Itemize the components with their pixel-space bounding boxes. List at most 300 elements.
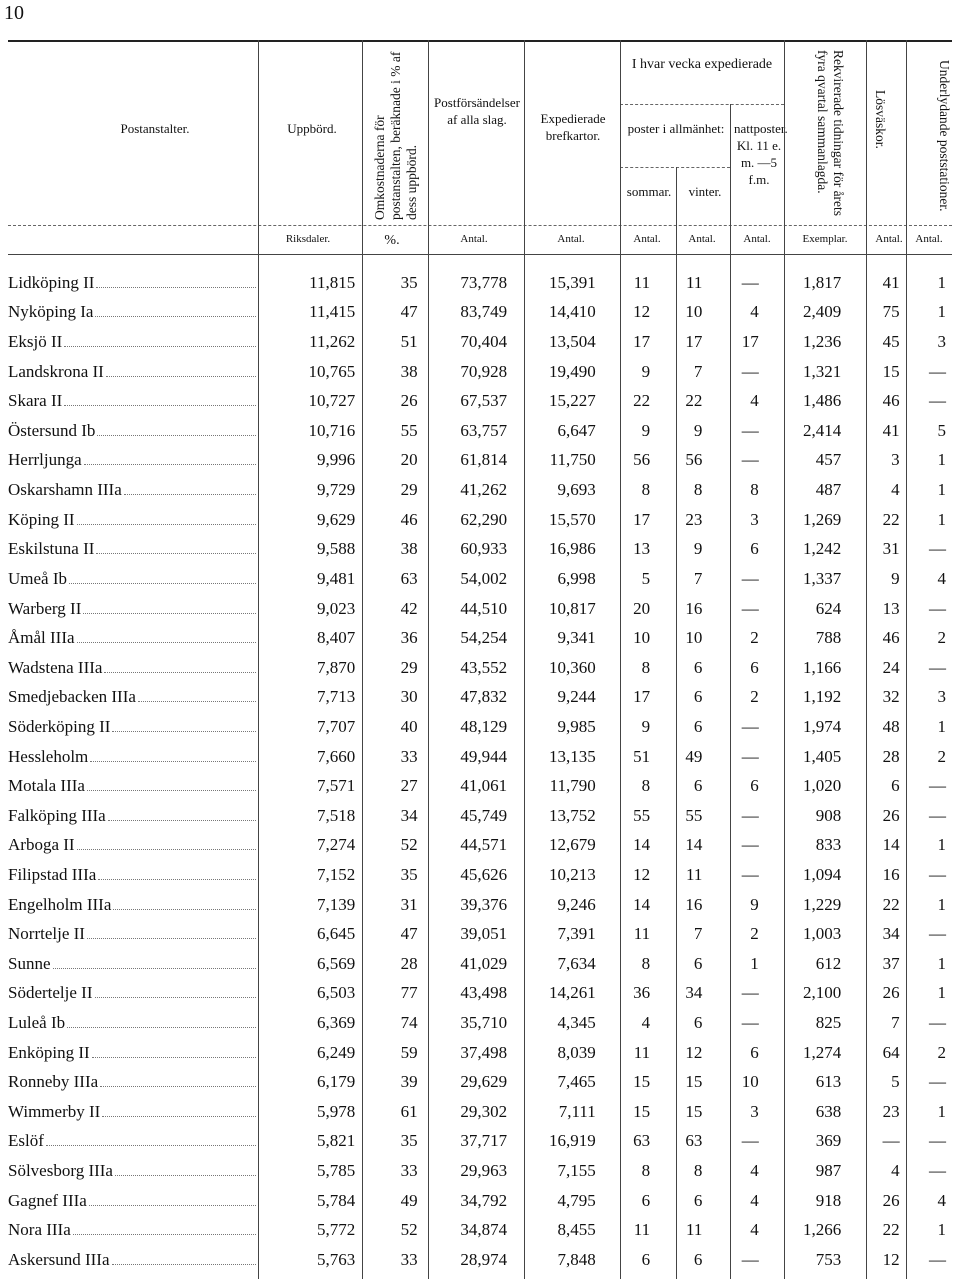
header-costs-pct: Omkostnaderna för postanstalten, beräknade i % af dess uppbörd. bbox=[372, 51, 419, 220]
costs-pct-cell: 59 bbox=[400, 1042, 418, 1062]
shipments-cell: 44,571 bbox=[460, 835, 508, 855]
bags-cell: 22 bbox=[882, 894, 900, 914]
night-cell: — bbox=[741, 598, 759, 618]
leader-dots bbox=[77, 523, 256, 525]
station-name-cell bbox=[8, 890, 260, 920]
collection-cell: 6,179 bbox=[316, 1072, 356, 1092]
sub-stations-cell: 3 bbox=[937, 687, 946, 707]
collection-cell: 7,571 bbox=[316, 776, 356, 796]
collection-cell: 10,716 bbox=[308, 420, 356, 440]
sub-stations-cell: — bbox=[929, 361, 946, 381]
collection-cell: 7,660 bbox=[316, 746, 356, 766]
newspapers-cell: 918 bbox=[815, 1190, 842, 1210]
costs-pct-cell: 63 bbox=[400, 568, 418, 588]
leader-dots bbox=[87, 937, 256, 939]
header-postcards: Expedierade brefkartor. bbox=[540, 111, 606, 143]
header-posts-general: poster i allmänhet: bbox=[627, 121, 725, 136]
costs-pct-cell: 61 bbox=[400, 1101, 418, 1121]
collection-cell: 11,262 bbox=[309, 332, 356, 352]
sub-stations-cell: — bbox=[929, 1013, 946, 1033]
header-sub-stations: Underlydande poststationer. bbox=[937, 60, 952, 212]
winter-cell: 6 bbox=[693, 687, 703, 707]
postcards-cell: 11,790 bbox=[549, 776, 596, 796]
sub-stations-cell: 1 bbox=[937, 894, 946, 914]
costs-pct-cell: 33 bbox=[400, 1161, 418, 1181]
header-bags: Lösväskor. bbox=[873, 90, 888, 149]
table-row bbox=[8, 1186, 952, 1216]
summer-cell: 22 bbox=[633, 391, 651, 411]
postcards-cell: 7,848 bbox=[557, 1249, 596, 1269]
costs-pct-cell: 28 bbox=[400, 953, 418, 973]
newspapers-cell: 487 bbox=[815, 480, 842, 500]
station-name: Enköping II bbox=[8, 1042, 90, 1062]
sub-stations-cell: — bbox=[929, 1249, 946, 1269]
shipments-cell: 45,626 bbox=[460, 864, 508, 884]
unit-costs: %. bbox=[384, 233, 400, 248]
postcards-cell: 14,261 bbox=[548, 983, 596, 1003]
night-cell: 6 bbox=[750, 776, 759, 796]
night-cell: — bbox=[741, 568, 759, 588]
postcards-cell: 7,111 bbox=[558, 1101, 596, 1121]
station-name-cell bbox=[8, 1067, 260, 1097]
table-row bbox=[8, 801, 952, 831]
header-shipments: Postförsändelser af alla slag. bbox=[434, 95, 520, 127]
postcards-cell: 8,039 bbox=[557, 1042, 596, 1062]
postcards-cell: 4,345 bbox=[557, 1013, 596, 1033]
station-name-cell bbox=[8, 1156, 260, 1186]
winter-cell: 63 bbox=[685, 1131, 703, 1151]
unit-bags: Antal. bbox=[875, 233, 903, 245]
leader-dots bbox=[95, 315, 255, 317]
newspapers-cell: 369 bbox=[815, 1131, 842, 1151]
sub-stations-cell: 1 bbox=[937, 953, 946, 973]
postcards-cell: 10,817 bbox=[548, 598, 596, 618]
winter-cell: 15 bbox=[685, 1072, 703, 1092]
winter-cell: 6 bbox=[693, 1249, 703, 1269]
postcards-cell: 7,155 bbox=[557, 1161, 596, 1181]
summer-cell: 17 bbox=[633, 332, 651, 352]
collection-cell: 9,023 bbox=[316, 598, 356, 618]
newspapers-cell: 2,414 bbox=[803, 420, 842, 440]
sub-stations-cell: — bbox=[929, 924, 946, 944]
unit-summer: Antal. bbox=[633, 233, 661, 245]
shipments-cell: 28,974 bbox=[460, 1249, 508, 1269]
sub-stations-cell: 1 bbox=[937, 272, 946, 292]
summer-cell: 10 bbox=[633, 628, 651, 648]
postcards-cell: 13,504 bbox=[548, 332, 596, 352]
shipments-cell: 49,944 bbox=[460, 746, 508, 766]
sub-stations-cell: 1 bbox=[937, 450, 946, 470]
sub-stations-cell: — bbox=[929, 805, 946, 825]
night-cell: — bbox=[741, 272, 759, 292]
sub-stations-cell: 2 bbox=[937, 746, 946, 766]
summer-cell: 17 bbox=[633, 509, 651, 529]
newspapers-cell: 1,020 bbox=[803, 776, 842, 796]
newspapers-cell: 1,817 bbox=[803, 272, 842, 292]
table-body bbox=[8, 268, 952, 1275]
collection-cell: 9,996 bbox=[316, 450, 356, 470]
table-row bbox=[8, 890, 952, 920]
postcards-cell: 10,360 bbox=[548, 657, 596, 677]
summer-cell: 9 bbox=[641, 361, 651, 381]
newspapers-cell: 2,409 bbox=[803, 302, 842, 322]
shipments-cell: 61,814 bbox=[460, 450, 508, 470]
sub-stations-cell: 5 bbox=[937, 420, 946, 440]
sub-stations-cell: 1 bbox=[937, 1101, 946, 1121]
bags-cell: 26 bbox=[882, 983, 900, 1003]
summer-cell: 11 bbox=[633, 924, 651, 944]
station-name: Wimmerby II bbox=[8, 1101, 101, 1121]
header-stations: Postanstalter. bbox=[120, 121, 190, 136]
shipments-cell: 54,254 bbox=[460, 628, 508, 648]
table-row bbox=[8, 1008, 952, 1038]
station-name: Åmål IIIa bbox=[8, 628, 75, 648]
bags-cell: 22 bbox=[882, 509, 900, 529]
shipments-cell: 39,051 bbox=[460, 924, 508, 944]
station-name-cell bbox=[8, 564, 260, 594]
winter-cell: 7 bbox=[693, 361, 703, 381]
winter-cell: 22 bbox=[685, 391, 703, 411]
leader-dots bbox=[64, 404, 255, 406]
table-row bbox=[8, 831, 952, 861]
winter-cell: 8 bbox=[693, 1161, 703, 1181]
newspapers-cell: 833 bbox=[815, 835, 842, 855]
summer-cell: 15 bbox=[633, 1072, 651, 1092]
summer-cell: 14 bbox=[633, 835, 651, 855]
collection-cell: 7,139 bbox=[316, 894, 356, 914]
postcards-cell: 7,465 bbox=[557, 1072, 596, 1092]
table-row bbox=[8, 416, 952, 446]
summer-cell: 6 bbox=[641, 1190, 651, 1210]
night-cell: 4 bbox=[750, 1190, 759, 1210]
leader-dots bbox=[95, 996, 256, 998]
shipments-cell: 63,757 bbox=[460, 420, 508, 440]
station-name: Södertelje II bbox=[8, 983, 93, 1003]
station-name: Lidköping II bbox=[8, 272, 95, 292]
costs-pct-cell: 51 bbox=[400, 332, 418, 352]
summer-cell: 36 bbox=[633, 983, 651, 1003]
leader-dots bbox=[83, 612, 255, 614]
leader-dots bbox=[90, 760, 255, 762]
winter-cell: 11 bbox=[686, 1220, 703, 1240]
table-row bbox=[8, 268, 952, 298]
postcards-cell: 10,213 bbox=[548, 864, 596, 884]
costs-pct-cell: 40 bbox=[400, 716, 418, 736]
postcards-cell: 15,570 bbox=[548, 509, 596, 529]
station-name: Eskilstuna II bbox=[8, 539, 95, 559]
station-name-cell bbox=[8, 831, 260, 861]
bags-cell: 34 bbox=[882, 924, 900, 944]
collection-cell: 7,870 bbox=[316, 657, 356, 677]
bags-cell: 31 bbox=[882, 539, 900, 559]
bags-cell: 23 bbox=[882, 1101, 900, 1121]
table-row bbox=[8, 594, 952, 624]
collection-cell: 7,713 bbox=[316, 687, 356, 707]
sub-stations-cell: 2 bbox=[937, 628, 946, 648]
table-row bbox=[8, 949, 952, 979]
sub-stations-cell: 1 bbox=[937, 509, 946, 529]
postcards-cell: 13,752 bbox=[548, 805, 596, 825]
table-row bbox=[8, 683, 952, 713]
collection-cell: 6,569 bbox=[316, 953, 356, 973]
collection-cell: 9,629 bbox=[316, 509, 356, 529]
winter-cell: 14 bbox=[685, 835, 703, 855]
costs-pct-cell: 35 bbox=[400, 272, 418, 292]
costs-pct-cell: 26 bbox=[400, 391, 418, 411]
shipments-cell: 60,933 bbox=[460, 539, 508, 559]
table-row bbox=[8, 742, 952, 772]
bags-cell: 24 bbox=[882, 657, 900, 677]
postcards-cell: 9,693 bbox=[557, 480, 596, 500]
station-name-cell bbox=[8, 357, 260, 387]
night-cell: 2 bbox=[750, 628, 759, 648]
postcards-cell: 19,490 bbox=[548, 361, 596, 381]
station-name-cell bbox=[8, 1186, 260, 1216]
bags-cell: 46 bbox=[882, 628, 900, 648]
header-collection: Uppbörd. bbox=[287, 121, 337, 136]
newspapers-cell: 1,094 bbox=[803, 864, 842, 884]
station-name-cell bbox=[8, 268, 260, 298]
shipments-cell: 34,874 bbox=[460, 1220, 508, 1240]
winter-cell: 6 bbox=[693, 716, 703, 736]
postcards-cell: 6,998 bbox=[557, 568, 596, 588]
postcards-cell: 15,227 bbox=[548, 391, 596, 411]
costs-pct-cell: 36 bbox=[400, 628, 418, 648]
shipments-cell: 41,029 bbox=[460, 953, 508, 973]
summer-cell: 13 bbox=[633, 539, 651, 559]
leader-dots bbox=[113, 908, 255, 910]
sub-stations-cell: 4 bbox=[937, 1190, 946, 1210]
station-name-cell bbox=[8, 683, 260, 713]
leader-dots bbox=[89, 1204, 256, 1206]
station-name: Oskarshamn IIIa bbox=[8, 480, 122, 500]
station-name: Askersund IIIa bbox=[8, 1249, 110, 1269]
costs-pct-cell: 52 bbox=[400, 835, 418, 855]
summer-cell: 8 bbox=[641, 1161, 651, 1181]
station-name: Warberg II bbox=[8, 598, 82, 618]
leader-dots bbox=[73, 1233, 256, 1235]
shipments-cell: 39,376 bbox=[460, 894, 508, 914]
collection-cell: 7,152 bbox=[316, 864, 356, 884]
station-name-cell bbox=[8, 1097, 260, 1127]
leader-dots bbox=[77, 641, 256, 643]
newspapers-cell: 1,229 bbox=[803, 894, 842, 914]
winter-cell: 6 bbox=[693, 1190, 703, 1210]
shipments-cell: 47,832 bbox=[460, 687, 508, 707]
sub-stations-cell: 1 bbox=[937, 835, 946, 855]
collection-cell: 7,518 bbox=[316, 805, 356, 825]
winter-cell: 9 bbox=[693, 539, 703, 559]
shipments-cell: 35,710 bbox=[460, 1013, 508, 1033]
newspapers-cell: 825 bbox=[815, 1013, 842, 1033]
station-name-cell bbox=[8, 327, 260, 357]
station-name-cell bbox=[8, 1245, 260, 1275]
station-name-cell bbox=[8, 919, 260, 949]
night-cell: 8 bbox=[750, 480, 759, 500]
bags-cell: 15 bbox=[882, 361, 900, 381]
unit-collection: Riksdaler. bbox=[285, 233, 331, 245]
collection-cell: 7,274 bbox=[316, 835, 356, 855]
winter-cell: 6 bbox=[693, 776, 703, 796]
unit-night: Antal. bbox=[743, 233, 771, 245]
header-night: nattposter. Kl. 11 e. m. —5 f.m. bbox=[734, 121, 788, 187]
night-cell: — bbox=[741, 420, 759, 440]
table-row bbox=[8, 979, 952, 1009]
summer-cell: 63 bbox=[633, 1131, 651, 1151]
winter-cell: 10 bbox=[685, 302, 703, 322]
summer-cell: 51 bbox=[633, 746, 651, 766]
leader-dots bbox=[77, 848, 256, 850]
winter-cell: 7 bbox=[693, 924, 703, 944]
station-name: Ronneby IIIa bbox=[8, 1072, 99, 1092]
night-cell: — bbox=[741, 805, 759, 825]
newspapers-cell: 1,337 bbox=[803, 568, 842, 588]
bags-cell: 4 bbox=[891, 1161, 900, 1181]
postcards-cell: 16,986 bbox=[548, 539, 596, 559]
newspapers-cell: 613 bbox=[815, 1072, 842, 1092]
sub-stations-cell: — bbox=[929, 598, 946, 618]
station-name: Hessleholm bbox=[8, 746, 89, 766]
sub-stations-cell: — bbox=[929, 391, 946, 411]
post-stations-table bbox=[8, 268, 952, 1275]
summer-cell: 4 bbox=[641, 1013, 651, 1033]
newspapers-cell: 1,266 bbox=[803, 1220, 842, 1240]
station-name-cell bbox=[8, 771, 260, 801]
night-cell: — bbox=[741, 361, 759, 381]
station-name: Smedjebacken IIIa bbox=[8, 687, 136, 707]
costs-pct-cell: 29 bbox=[400, 480, 418, 500]
night-cell: — bbox=[741, 1249, 759, 1269]
summer-cell: 8 bbox=[641, 776, 651, 796]
newspapers-cell: 638 bbox=[815, 1101, 842, 1121]
postcards-cell: 8,455 bbox=[557, 1220, 596, 1240]
summer-cell: 11 bbox=[633, 272, 651, 292]
costs-pct-cell: 47 bbox=[400, 924, 418, 944]
bags-cell: 16 bbox=[882, 864, 900, 884]
station-name: Filipstad IIIa bbox=[8, 864, 97, 884]
sub-stations-cell: 1 bbox=[937, 983, 946, 1003]
table-row bbox=[8, 919, 952, 949]
collection-cell: 9,729 bbox=[316, 480, 356, 500]
leader-dots bbox=[69, 582, 256, 584]
station-name: Wadstena IIIa bbox=[8, 657, 103, 677]
costs-pct-cell: 38 bbox=[400, 539, 418, 559]
winter-cell: 6 bbox=[693, 1013, 703, 1033]
station-name: Engelholm IIIa bbox=[8, 894, 112, 914]
leader-dots bbox=[98, 878, 255, 880]
station-name-cell bbox=[8, 742, 260, 772]
leader-dots bbox=[104, 671, 255, 673]
bags-cell: 41 bbox=[882, 420, 900, 440]
station-name-cell bbox=[8, 949, 260, 979]
station-name-cell bbox=[8, 1008, 260, 1038]
bags-cell: 75 bbox=[882, 302, 900, 322]
table-row bbox=[8, 1097, 952, 1127]
bags-cell: 3 bbox=[891, 450, 900, 470]
postcards-cell: 7,634 bbox=[557, 953, 596, 973]
postcards-cell: 9,341 bbox=[557, 628, 596, 648]
table-row bbox=[8, 564, 952, 594]
bags-cell: 46 bbox=[882, 391, 900, 411]
costs-pct-cell: 30 bbox=[400, 687, 418, 707]
station-name: Falköping IIIa bbox=[8, 805, 106, 825]
bags-cell: 14 bbox=[882, 835, 900, 855]
summer-cell: 15 bbox=[633, 1101, 651, 1121]
table-row bbox=[8, 475, 952, 505]
winter-cell: 15 bbox=[685, 1101, 703, 1121]
summer-cell: 11 bbox=[633, 1220, 651, 1240]
winter-cell: 16 bbox=[685, 894, 703, 914]
newspapers-cell: 1,242 bbox=[803, 539, 842, 559]
costs-pct-cell: 35 bbox=[400, 1131, 418, 1151]
summer-cell: 56 bbox=[633, 450, 651, 470]
bags-cell: 41 bbox=[882, 272, 900, 292]
costs-pct-cell: 39 bbox=[400, 1072, 418, 1092]
costs-pct-cell: 74 bbox=[400, 1013, 418, 1033]
winter-cell: 16 bbox=[685, 598, 703, 618]
header-rule bbox=[8, 225, 952, 226]
postcards-cell: 4,795 bbox=[557, 1190, 596, 1210]
newspapers-cell: 1,274 bbox=[803, 1042, 842, 1062]
shipments-cell: 41,262 bbox=[460, 480, 508, 500]
night-cell: — bbox=[741, 1013, 759, 1033]
winter-cell: 11 bbox=[686, 272, 703, 292]
collection-cell: 6,369 bbox=[316, 1013, 356, 1033]
station-name: Nyköping Ia bbox=[8, 302, 94, 322]
bags-cell: 13 bbox=[882, 598, 900, 618]
weekly-rule bbox=[620, 104, 784, 105]
station-name-cell bbox=[8, 534, 260, 564]
costs-pct-cell: 31 bbox=[400, 894, 418, 914]
newspapers-cell: 624 bbox=[815, 598, 842, 618]
leader-dots bbox=[53, 967, 256, 969]
postcards-cell: 9,244 bbox=[557, 687, 596, 707]
station-name-cell bbox=[8, 416, 260, 446]
collection-cell: 9,481 bbox=[316, 568, 356, 588]
collection-cell: 5,763 bbox=[316, 1249, 356, 1269]
station-name: Söderköping II bbox=[8, 716, 111, 736]
sub-stations-cell: 4 bbox=[937, 568, 946, 588]
station-name-cell bbox=[8, 386, 260, 416]
collection-cell: 11,415 bbox=[309, 302, 356, 322]
bags-cell: 28 bbox=[882, 746, 900, 766]
bags-cell: 45 bbox=[882, 332, 900, 352]
winter-cell: 56 bbox=[685, 450, 703, 470]
station-name: Eksjö II bbox=[8, 332, 63, 352]
sub-stations-cell: — bbox=[929, 1072, 946, 1092]
costs-pct-cell: 38 bbox=[400, 361, 418, 381]
table-row bbox=[8, 653, 952, 683]
postcards-cell: 16,919 bbox=[548, 1131, 596, 1151]
newspapers-cell: 1,166 bbox=[803, 657, 842, 677]
station-name-cell bbox=[8, 623, 260, 653]
summer-cell: 8 bbox=[641, 953, 651, 973]
shipments-cell: 70,404 bbox=[460, 332, 508, 352]
newspapers-cell: 1,003 bbox=[803, 924, 842, 944]
sub-stations-cell: 2 bbox=[937, 1042, 946, 1062]
leader-dots bbox=[115, 1174, 256, 1176]
station-name-cell bbox=[8, 653, 260, 683]
newspapers-cell: 987 bbox=[815, 1161, 842, 1181]
shipments-cell: 41,061 bbox=[460, 776, 508, 796]
postcards-cell: 9,985 bbox=[557, 716, 596, 736]
summer-cell: 20 bbox=[633, 598, 651, 618]
leader-dots bbox=[106, 375, 256, 377]
collection-cell: 8,407 bbox=[316, 628, 356, 648]
leader-dots bbox=[46, 1144, 256, 1146]
bags-cell: 7 bbox=[891, 1013, 900, 1033]
winter-cell: 9 bbox=[693, 420, 703, 440]
